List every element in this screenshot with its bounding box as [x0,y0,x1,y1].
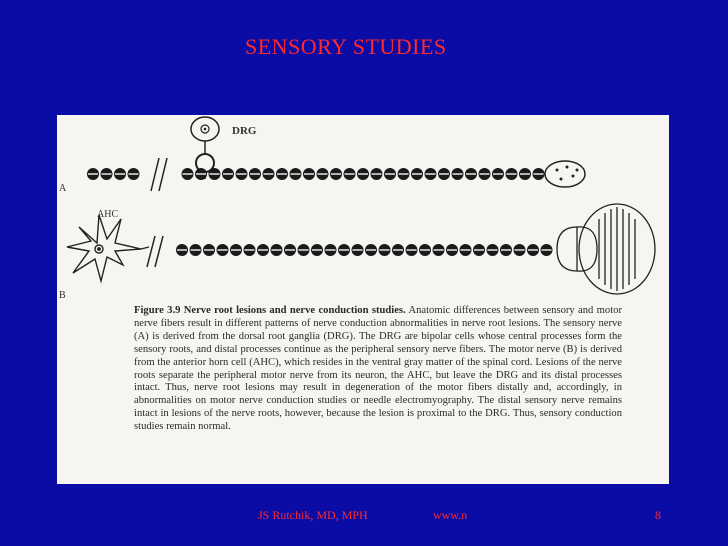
drg-label: DRG [232,125,257,137]
ahc-label: AHC [97,209,119,220]
figure-image [57,115,669,484]
slide-title: SENSORY STUDIES [245,34,447,59]
muscle-fiber [557,204,655,294]
footer-author: JS Rutchik, MD, MPH [258,508,368,522]
label-a: A [59,183,67,194]
ahc-neuron [67,215,149,281]
caption-body: Anatomic differences between sensory and motor nerve fibers result in different patterns of nerve conduction abnormalities in nerve root lesions. The sensory nerve (A) is derived from the dorsal root ganglia (DRG). The DRG are bipolar cells whose central processes form the sensory roots, and distal processes continue as the peripheral sensory nerve fibers. The motor nerve (B) is derived from the anterior horn cell (AHC), which resides in the ventral gray matter of the spinal cord. Lesions of the nerve roots separate the peripheral motor nerve from its neuron, the AHC, but leave the DRG and its distal processes intact. Thus, nerve root lesions may result in degeneration of the motor fibers distally and, accordingly, in abnormalities on motor nerve conduction studies or needle electromyography. The distal sensory nerve remains intact in lesions of the nerve roots, however, because the lesion is proximal to the DRG. Thus, sensory conduction studies remain normal. [134,305,622,433]
footer-url[interactable]: www.n [433,508,468,522]
motor-axon [176,244,553,256]
sensory-receptor [545,161,585,187]
caption-lead: Figure 3.9 Nerve root lesions and nerve conduction studies. [134,305,406,316]
figure-caption [134,305,622,434]
label-b: B [59,290,66,301]
page-number: 8 [655,508,661,522]
